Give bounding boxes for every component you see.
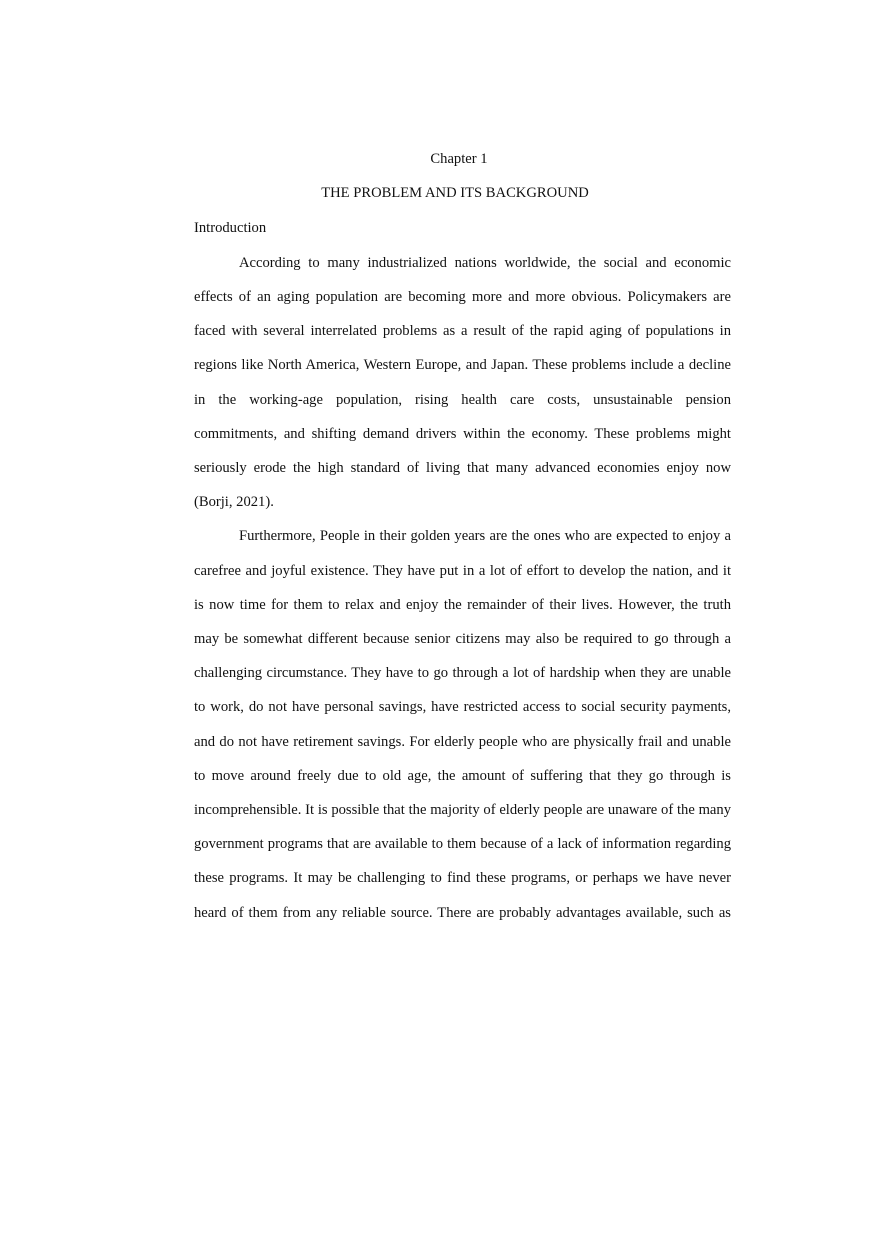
- paragraph-line: (Borji, 2021).: [194, 494, 274, 510]
- paragraph-line: may be somewhat different because senior citizens may also be required to go through a: [194, 631, 731, 647]
- paragraph-line: government programs that are available to them because of a lack of information regarding: [194, 836, 731, 852]
- chapter-label: Chapter 1: [430, 151, 488, 167]
- paragraph-line: carefree and joyful existence. They have put in a lot of effort to develop the nation, and it: [194, 563, 731, 579]
- paragraph-line: to move around freely due to old age, the amount of suffering that they go through is: [194, 768, 731, 784]
- paragraph-line: seriously erode the high standard of living that many advanced economies enjoy now: [194, 460, 731, 476]
- paragraph-line: and do not have retirement savings. For elderly people who are physically frail and unable: [194, 734, 731, 750]
- paragraph-line: to work, do not have personal savings, have restricted access to social security payments,: [194, 699, 731, 715]
- paragraph-line: in the working-age population, rising health care costs, unsustainable pension: [194, 392, 731, 408]
- section-heading: Introduction: [194, 220, 267, 236]
- chapter-title: THE PROBLEM AND ITS BACKGROUND: [321, 185, 589, 201]
- paragraph-line: regions like North America, Western Europe, and Japan. These problems include a decline: [194, 357, 731, 373]
- paragraph-line: challenging circumstance. They have to go through a lot of hardship when they are unable: [194, 665, 731, 681]
- paragraph-line: is now time for them to relax and enjoy the remainder of their lives. However, the truth: [194, 597, 731, 613]
- paragraph-line: Furthermore, People in their golden years are the ones who are expected to enjoy a: [239, 528, 731, 544]
- paragraph-line: faced with several interrelated problems as a result of the rapid aging of populations in: [194, 323, 731, 339]
- paragraph-line: commitments, and shifting demand drivers within the economy. These problems might: [194, 426, 731, 442]
- paragraph-line: heard of them from any reliable source. There are probably advantages available, such as: [194, 905, 731, 921]
- paragraph-line: effects of an aging population are becoming more and more obvious. Policymakers are: [194, 289, 731, 305]
- paragraph-line: incomprehensible. It is possible that the majority of elderly people are unaware of the many: [194, 802, 731, 818]
- paragraph-line: these programs. It may be challenging to find these programs, or perhaps we have never: [194, 870, 731, 886]
- paragraph-line: According to many industrialized nations worldwide, the social and economic: [239, 255, 731, 271]
